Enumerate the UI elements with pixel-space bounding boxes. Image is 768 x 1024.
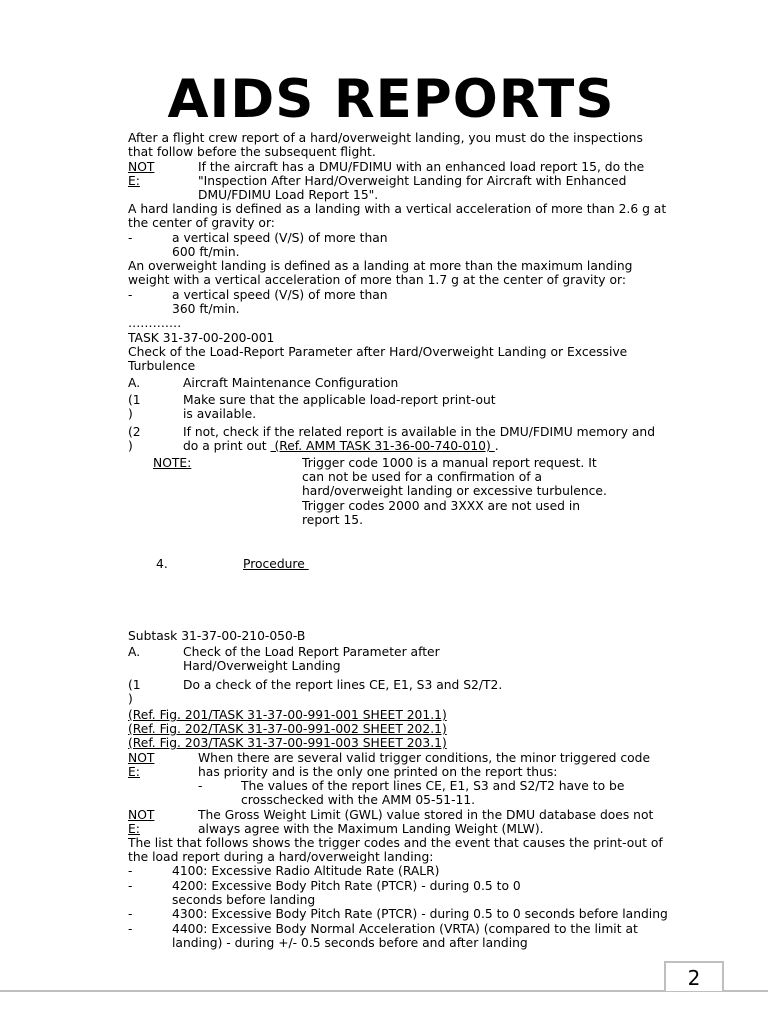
section-heading: Hard/Overweight Landing — [183, 659, 341, 673]
list-dash: - — [128, 879, 133, 893]
procedure-number: 4. — [156, 557, 168, 571]
note-text: The Gross Weight Limit (GWL) value stored in the DMU database does not — [198, 808, 654, 822]
intro-line: that follow before the subsequent flight. — [128, 145, 376, 159]
list-item: landing) - during +/- 0.5 seconds before and after landing — [172, 936, 528, 950]
step-number: (1 — [128, 678, 141, 692]
figure-reference-link[interactable]: (Ref. Fig. 202/TASK 31-37-00-991-002 SHEET 202.1) — [128, 722, 447, 736]
note-text: always agree with the Maximum Landing Weight (MLW). — [198, 822, 544, 836]
step-number: ) — [128, 692, 133, 706]
step-text-line — [183, 439, 499, 453]
note-label: E: — [128, 174, 140, 188]
note-label: NOTE: — [153, 456, 192, 470]
list-intro: the load report during a hard/overweight landing: — [128, 850, 434, 864]
bullet-dash: - — [198, 779, 203, 793]
overweight-definition: An overweight landing is defined as a landing at more than the maximum landing — [128, 259, 633, 273]
list-dash: - — [128, 907, 133, 921]
section-heading: Aircraft Maintenance Configuration — [183, 376, 399, 390]
task-description: Turbulence — [128, 359, 196, 373]
page-title: AIDS REPORTS — [167, 69, 615, 130]
task-id: TASK 31-37-00-200-001 — [128, 331, 275, 345]
section-number: A. — [128, 376, 141, 390]
note-text: If the aircraft has a DMU/FDIMU with an enhanced load report 15, do the — [198, 160, 645, 174]
list-item: 4300: Excessive Body Pitch Rate (PTCR) - during 0.5 to 0 seconds before landing — [172, 907, 668, 921]
amm-reference-link[interactable]: (Ref. AMM TASK 31-36-00-740-010) — [270, 439, 495, 453]
note-text: report 15. — [302, 513, 364, 527]
subtask-id: Subtask 31-37-00-210-050-B — [128, 629, 306, 643]
note-text: DMU/FDIMU Load Report 15". — [198, 188, 379, 202]
bullet-dash: - — [128, 231, 133, 245]
list-item: 4400: Excessive Body Normal Acceleration (VRTA) (compared to the limit at — [172, 922, 638, 936]
step-text: . — [494, 439, 499, 453]
step-text: If not, check if the related report is available in the DMU/FDIMU memory and — [183, 425, 656, 439]
step-text: is available. — [183, 407, 257, 421]
bullet-text: a vertical speed (V/S) of more than — [172, 288, 388, 302]
note-label: NOT — [128, 751, 155, 765]
bullet-text: 360 ft/min. — [172, 302, 240, 316]
note-text: The values of the report lines CE, E1, S3 and S2/T2 have to be — [241, 779, 625, 793]
note-text: Trigger codes 2000 and 3XXX are not used in — [302, 499, 581, 513]
hard-landing-definition: the center of gravity or: — [128, 216, 275, 230]
step-number: (2 — [128, 425, 141, 439]
step-text: do a print out — [183, 439, 271, 453]
step-number: ) — [128, 439, 133, 453]
bullet-text: a vertical speed (V/S) of more than — [172, 231, 388, 245]
step-number: ) — [128, 407, 133, 421]
note-label: E: — [128, 765, 140, 779]
intro-line: After a flight crew report of a hard/overweight landing, you must do the inspections — [128, 131, 643, 145]
task-description: Check of the Load-Report Parameter after Hard/Overweight Landing or Excessive — [128, 345, 628, 359]
figure-reference-link[interactable]: (Ref. Fig. 203/TASK 31-37-00-991-003 SHEET 203.1) — [128, 736, 447, 750]
step-text: Do a check of the report lines CE, E1, S3 and S2/T2. — [183, 678, 503, 692]
ellipsis: …………. — [128, 316, 182, 330]
page-number: 2 — [664, 961, 724, 991]
overweight-definition: weight with a vertical acceleration of more than 1.7 g at the center of gravity or: — [128, 273, 626, 287]
section-heading: Check of the Load Report Parameter after — [183, 645, 440, 659]
bullet-dash: - — [128, 288, 133, 302]
note-text: When there are several valid trigger conditions, the minor triggered code — [198, 751, 651, 765]
list-item: 4200: Excessive Body Pitch Rate (PTCR) - during 0.5 to 0 — [172, 879, 521, 893]
hard-landing-definition: A hard landing is defined as a landing with a vertical acceleration of more than 2.6 g at — [128, 202, 667, 216]
list-dash: - — [128, 864, 133, 878]
note-text: Trigger code 1000 is a manual report request. It — [302, 456, 597, 470]
list-dash: - — [128, 922, 133, 936]
bullet-text: 600 ft/min. — [172, 245, 240, 259]
procedure-heading: Procedure — [243, 557, 309, 571]
list-intro: The list that follows shows the trigger codes and the event that causes the print-out of — [128, 836, 663, 850]
note-label: NOT — [128, 160, 155, 174]
figure-reference-link[interactable]: (Ref. Fig. 201/TASK 31-37-00-991-001 SHEET 201.1) — [128, 708, 447, 722]
note-text: has priority and is the only one printed on the report thus: — [198, 765, 558, 779]
section-number: A. — [128, 645, 141, 659]
footer-divider — [0, 990, 768, 992]
note-text: "Inspection After Hard/Overweight Landing for Aircraft with Enhanced — [198, 174, 627, 188]
note-label: E: — [128, 822, 140, 836]
note-label: NOT — [128, 808, 155, 822]
list-item: 4100: Excessive Radio Altitude Rate (RALR) — [172, 864, 440, 878]
note-text: crosschecked with the AMM 05-51-11. — [241, 793, 476, 807]
note-text: hard/overweight landing or excessive turbulence. — [302, 484, 607, 498]
step-text: Make sure that the applicable load-report print-out — [183, 393, 496, 407]
note-text: can not be used for a confirmation of a — [302, 470, 543, 484]
list-item: seconds before landing — [172, 893, 316, 907]
step-number: (1 — [128, 393, 141, 407]
